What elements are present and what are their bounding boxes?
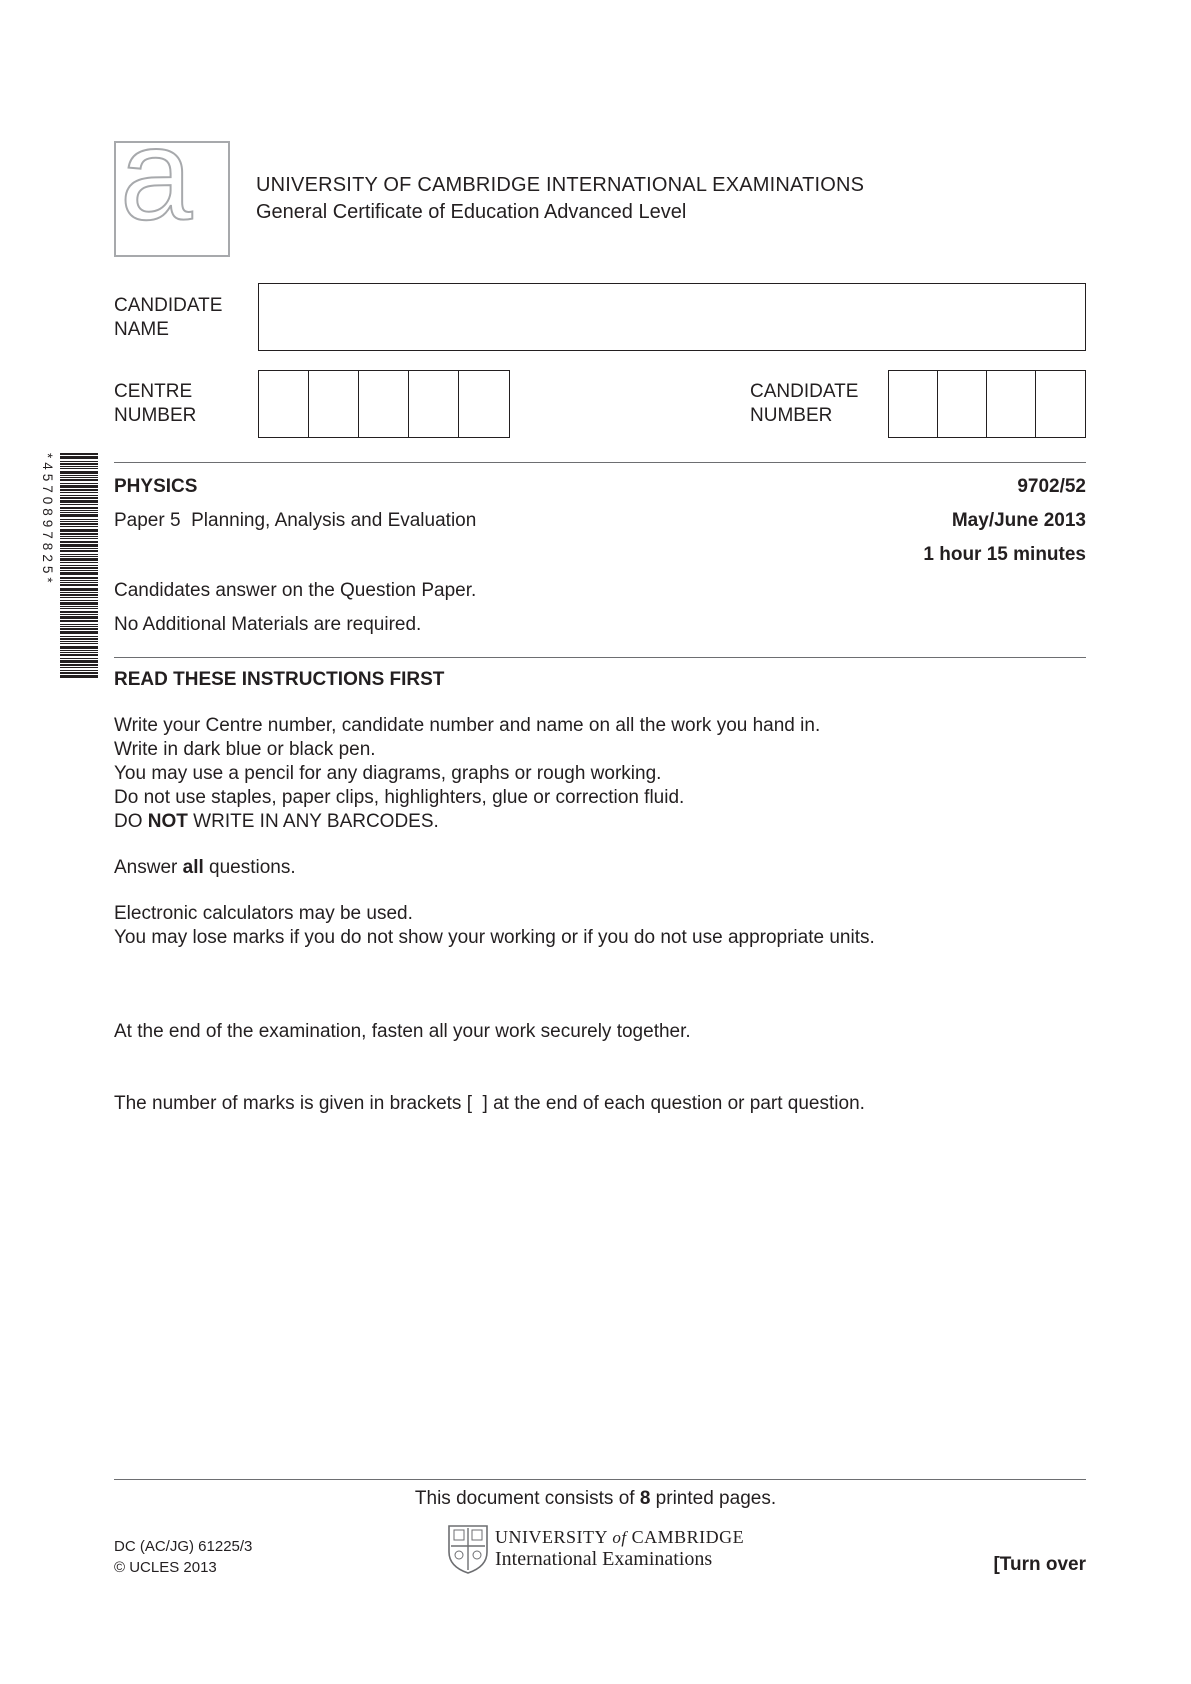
- barcode-bar: [60, 529, 98, 532]
- qualification-title: General Certificate of Education Advanced Level: [256, 201, 687, 223]
- instruction-line: You may lose marks if you do not show your working or if you do not use appropriate units.: [114, 927, 875, 948]
- barcode-bar: [60, 654, 98, 656]
- barcode-bar: [60, 456, 98, 459]
- barcode-bar: [60, 477, 98, 478]
- barcode-bar: [60, 580, 98, 581]
- exam-board-title: UNIVERSITY OF CAMBRIDGE INTERNATIONAL EXAMINATIONS: [256, 174, 865, 196]
- instruction-line: Do not use staples, paper clips, highlighters, glue or correction fluid.: [114, 787, 685, 808]
- instruction-line: Electronic calculators may be used.: [114, 903, 413, 924]
- barcode-bar: [60, 471, 98, 474]
- barcode-bar: [60, 550, 98, 552]
- centre-number-cell[interactable]: [309, 371, 359, 437]
- barcode-bar: [60, 554, 98, 555]
- barcode-bar: [60, 538, 98, 539]
- barcode-bar: [60, 519, 98, 520]
- paper-title: Paper 5 Planning, Analysis and Evaluation: [114, 510, 477, 531]
- barcode-bar: [60, 463, 98, 465]
- centre-number-cell[interactable]: [409, 371, 459, 437]
- barcode-bar: [60, 660, 98, 663]
- barcode-bar: [60, 567, 98, 569]
- barcode-bar: [60, 638, 98, 640]
- paper-code: 9702/52: [1017, 476, 1086, 497]
- barcode-bar: [60, 475, 98, 476]
- barcode-bar: [60, 670, 98, 671]
- barcode-bar: [60, 614, 98, 615]
- turn-over: [Turn over: [993, 1554, 1086, 1575]
- cie-logo-line1: UNIVERSITY of CAMBRIDGE: [495, 1527, 745, 1547]
- end-instructions: [114, 972, 865, 1140]
- centre-number-cell[interactable]: [459, 371, 509, 437]
- barcode-bar: [60, 602, 98, 605]
- logo-letter: a: [120, 101, 193, 247]
- barcode-bar: [60, 658, 98, 659]
- barcode-bar: [60, 485, 98, 488]
- divider: [114, 462, 1086, 463]
- instruction-line: The number of marks is given in brackets [ ] at the end of each question or part question.: [114, 1093, 865, 1114]
- barcode-bar: [60, 592, 98, 593]
- barcode-bar: [60, 466, 98, 467]
- instruction-line: Write in dark blue or black pen.: [114, 739, 376, 760]
- instruction-line: Write your Centre number, candidate number and name on all the work you hand in.: [114, 715, 821, 736]
- barcode-bar: [60, 526, 98, 527]
- barcode-bar: [60, 461, 98, 462]
- barcode-bar: [60, 536, 98, 537]
- barcode-bar: [60, 523, 98, 525]
- barcode-bar: [60, 544, 98, 547]
- barcode-bar: [60, 600, 98, 601]
- cie-logo-line2: International Examinations: [495, 1548, 713, 1570]
- barcode-bar: [60, 453, 98, 455]
- barcode-bar: [60, 565, 98, 566]
- barcode-bar: [60, 584, 98, 586]
- barcode-bar: [60, 577, 98, 579]
- barcode-bar: [60, 675, 98, 678]
- barcode-bar: [60, 500, 98, 503]
- barcode-bar: [60, 652, 98, 653]
- centre-number-cell[interactable]: [259, 371, 309, 437]
- barcode: [40, 451, 98, 681]
- barcode-bar: [60, 624, 98, 625]
- candidate-number-cell[interactable]: [938, 371, 987, 437]
- barcode-bar: [60, 562, 98, 563]
- barcode-bar: [60, 582, 98, 583]
- barcode-bar: [60, 489, 98, 491]
- barcode-bar: [60, 556, 98, 557]
- barcode-bar: [60, 533, 98, 535]
- candidate-number-cell[interactable]: [889, 371, 938, 437]
- barcode-bar: [60, 611, 98, 613]
- divider: [114, 1479, 1086, 1480]
- barcode-bar: [60, 628, 98, 630]
- barcode-bar: [60, 650, 98, 651]
- barcode-bar: [60, 510, 98, 511]
- barcode-bar: [60, 588, 98, 591]
- candidate-number-cell[interactable]: [987, 371, 1036, 437]
- answer-instruction: Answer all questions.: [114, 857, 296, 878]
- centre-number-label: CENTRE NUMBER: [114, 381, 197, 426]
- barcode-bar: [60, 631, 98, 634]
- exam-duration: 1 hour 15 minutes: [923, 544, 1086, 565]
- materials-text: No Additional Materials are required.: [114, 614, 422, 635]
- instruction-line: DO NOT WRITE IN ANY BARCODES.: [114, 811, 439, 832]
- barcode-bar: [60, 636, 98, 637]
- barcode-bar: [60, 597, 98, 598]
- barcode-bar: [60, 616, 98, 619]
- barcode-bar: [60, 620, 98, 622]
- university-crest-icon: [447, 1524, 489, 1574]
- barcode-bar: [60, 492, 98, 493]
- page-count: This document consists of 8 printed pages.: [414, 1488, 777, 1509]
- barcode-bar: [60, 570, 98, 571]
- barcode-bar: [60, 514, 98, 517]
- barcode-bar: [60, 468, 98, 469]
- divider: [114, 657, 1086, 658]
- candidate-number-cell[interactable]: [1036, 371, 1085, 437]
- barcode-bar: [60, 608, 98, 609]
- barcode-bar: [60, 548, 98, 549]
- barcode-bar: [60, 495, 98, 496]
- centre-number-cell[interactable]: [359, 371, 409, 437]
- barcode-digits: *4570897825*: [40, 453, 55, 587]
- instructions-heading: READ THESE INSTRUCTIONS FIRST: [114, 669, 445, 690]
- instruction-line: You may use a pencil for any diagrams, graphs or rough working.: [114, 763, 662, 784]
- copyright: © UCLES 2013: [114, 1559, 217, 1576]
- barcode-bar: [60, 664, 98, 666]
- candidate-name-label: CANDIDATE NAME: [114, 295, 223, 340]
- barcode-bar: [60, 512, 98, 513]
- barcode-bar: [60, 483, 98, 484]
- barcode-bar: [60, 504, 98, 505]
- answer-on-text: Candidates answer on the Question Paper.: [114, 580, 477, 601]
- barcode-bar: [60, 643, 98, 644]
- barcode-bar: [60, 667, 98, 668]
- barcode-bar: [60, 626, 98, 627]
- barcode-bar: [60, 572, 98, 575]
- barcode-bar: [60, 672, 98, 674]
- barcode-bar: [60, 541, 98, 543]
- instruction-line: At the end of the examination, fasten all your work securely together.: [114, 1021, 691, 1042]
- barcode-bar: [60, 606, 98, 607]
- barcode-bar: [60, 507, 98, 509]
- cie-logo: [447, 1524, 744, 1574]
- exam-session: May/June 2013: [951, 510, 1086, 531]
- barcode-bar: [60, 641, 98, 642]
- instructions-block: [114, 714, 820, 834]
- calculator-instructions: [114, 902, 875, 950]
- barcode-bar: [60, 497, 98, 499]
- candidate-name-field[interactable]: [258, 283, 1086, 351]
- barcode-bar: [60, 646, 98, 649]
- barcode-bar: [60, 521, 98, 522]
- subject-title: PHYSICS: [114, 476, 198, 497]
- barcode-bar: [60, 594, 98, 596]
- board-logo: [114, 101, 230, 257]
- barcode-bar: [60, 558, 98, 561]
- candidate-number-label: CANDIDATE NUMBER: [750, 381, 859, 426]
- centre-number-boxes[interactable]: [258, 370, 510, 438]
- document-reference: DC (AC/JG) 61225/3 © UCLES 2013: [114, 1538, 253, 1576]
- candidate-number-boxes[interactable]: [888, 370, 1086, 438]
- barcode-bar: [60, 479, 98, 481]
